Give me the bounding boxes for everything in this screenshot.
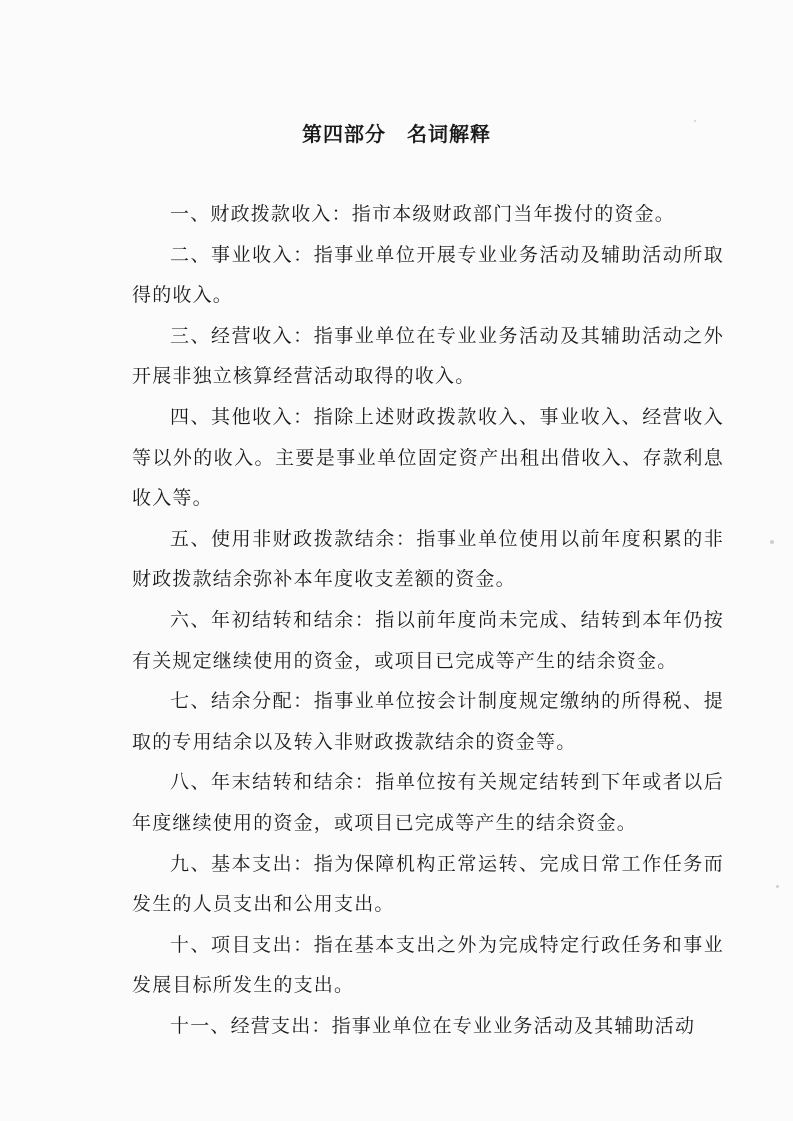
scan-speck [770, 540, 774, 544]
paragraph-10: 十、项目支出：指在基本支出之外为完成特定行政任务和事业发展目标所发生的支出。 [132, 933, 724, 997]
page-title: 第四部分 名词解释 [302, 122, 491, 146]
paragraph-4: 四、其他收入：指除上述财政拨款收入、事业收入、经营收入等以外的收入。主要是事业单位固定资产出租出借收入、存款利息收入等。 [132, 405, 724, 510]
paragraph-3: 三、经营收入：指事业单位在专业业务活动及其辅助活动之外开展非独立核算经营活动取得的收入。 [132, 324, 724, 388]
paragraph-2: 二、事业收入：指事业单位开展专业业务活动及辅助活动所取得的收入。 [132, 243, 724, 307]
document-body [132, 194, 724, 1046]
paragraph-6: 六、年初结转和结余：指以前年度尚未完成、结转到本年仍按有关规定继续使用的资金，或项目已完成等产生的结余资金。 [132, 608, 724, 672]
paragraph-8: 八、年末结转和结余：指单位按有关规定结转到下年或者以后年度继续使用的资金，或项目已完成等产生的结余资金。 [132, 771, 724, 834]
paragraph-1: 一、财政拨款收入：指市本级财政部门当年拨付的资金。 [170, 203, 676, 225]
scan-speck [776, 885, 779, 888]
paragraph-5: 五、使用非财政拨款结余：指事业单位使用以前年度积累的非财政拨款结余弥补本年度收支差额的资金。 [132, 527, 724, 591]
paragraph-9: 九、基本支出：指为保障机构正常运转、完成日常工作任务而发生的人员支出和公用支出。 [132, 852, 724, 916]
paragraph-7: 七、结余分配：指事业单位按会计制度规定缴纳的所得税、提取的专用结余以及转入非财政拨款结余的资金等。 [132, 690, 724, 753]
paragraph-11: 十一、经营支出：指事业单位在专业业务活动及其辅助活动 [170, 1014, 696, 1037]
